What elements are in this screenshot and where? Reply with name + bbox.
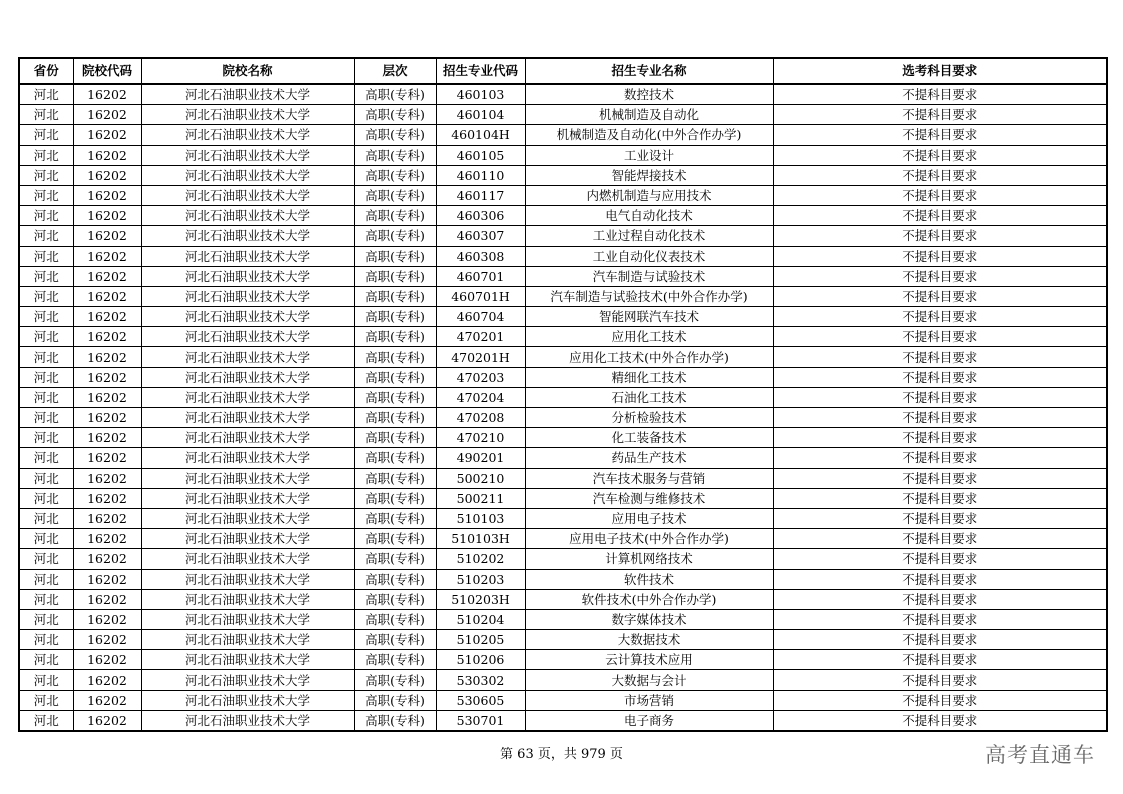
cell-province: 河北: [19, 387, 73, 407]
cell-major-code: 500211: [436, 488, 525, 508]
cell-subject-requirement: 不提科目要求: [773, 266, 1107, 286]
table-row: [19, 246, 1107, 266]
cell-major-name: 工业自动化仪表技术: [525, 246, 773, 266]
cell-subject-requirement: 不提科目要求: [773, 549, 1107, 569]
cell-major-code: 510203H: [436, 589, 525, 609]
cell-school-code: 16202: [73, 387, 141, 407]
cell-province: 河北: [19, 226, 73, 246]
cell-school-name: 河北石油职业技术大学: [141, 266, 354, 286]
cell-school-name: 河北石油职业技术大学: [141, 488, 354, 508]
cell-major-code: 510204: [436, 609, 525, 629]
cell-subject-requirement: 不提科目要求: [773, 387, 1107, 407]
cell-major-name: 化工装备技术: [525, 428, 773, 448]
cell-school-code: 16202: [73, 508, 141, 528]
cell-subject-requirement: 不提科目要求: [773, 468, 1107, 488]
table-row: [19, 670, 1107, 690]
cell-school-name: 河北石油职业技术大学: [141, 630, 354, 650]
cell-major-code: 460306: [436, 206, 525, 226]
cell-major-name: 云计算技术应用: [525, 650, 773, 670]
cell-major-code: 460117: [436, 185, 525, 205]
cell-major-code: 460701: [436, 266, 525, 286]
cell-major-code: 470208: [436, 408, 525, 428]
cell-school-name: 河北石油职业技术大学: [141, 650, 354, 670]
cell-province: 河北: [19, 609, 73, 629]
header-school-name: 院校名称: [141, 58, 354, 84]
cell-school-code: 16202: [73, 165, 141, 185]
cell-level: 高职(专科): [354, 105, 436, 125]
cell-subject-requirement: 不提科目要求: [773, 569, 1107, 589]
cell-province: 河北: [19, 428, 73, 448]
cell-subject-requirement: 不提科目要求: [773, 145, 1107, 165]
cell-province: 河北: [19, 246, 73, 266]
table-row: [19, 488, 1107, 508]
cell-major-code: 490201: [436, 448, 525, 468]
cell-major-name: 电气自动化技术: [525, 206, 773, 226]
cell-subject-requirement: 不提科目要求: [773, 508, 1107, 528]
cell-province: 河北: [19, 710, 73, 731]
cell-subject-requirement: 不提科目要求: [773, 408, 1107, 428]
table-row: [19, 165, 1107, 185]
cell-province: 河北: [19, 84, 73, 105]
cell-major-code: 530701: [436, 710, 525, 731]
cell-subject-requirement: 不提科目要求: [773, 690, 1107, 710]
table-row: [19, 549, 1107, 569]
cell-province: 河北: [19, 630, 73, 650]
cell-school-name: 河北石油职业技术大学: [141, 589, 354, 609]
cell-school-code: 16202: [73, 468, 141, 488]
cell-level: 高职(专科): [354, 165, 436, 185]
cell-level: 高职(专科): [354, 125, 436, 145]
table-row: [19, 468, 1107, 488]
cell-major-name: 应用电子技术: [525, 508, 773, 528]
cell-level: 高职(专科): [354, 690, 436, 710]
cell-school-name: 河北石油职业技术大学: [141, 468, 354, 488]
table-row: [19, 185, 1107, 205]
cell-school-code: 16202: [73, 529, 141, 549]
cell-major-name: 数控技术: [525, 84, 773, 105]
cell-level: 高职(专科): [354, 367, 436, 387]
cell-school-name: 河北石油职业技术大学: [141, 327, 354, 347]
cell-major-name: 机械制造及自动化(中外合作办学): [525, 125, 773, 145]
header-major-name: 招生专业名称: [525, 58, 773, 84]
cell-level: 高职(专科): [354, 710, 436, 731]
cell-major-name: 汽车检测与维修技术: [525, 488, 773, 508]
cell-major-name: 计算机网络技术: [525, 549, 773, 569]
cell-school-name: 河北石油职业技术大学: [141, 185, 354, 205]
cell-major-code: 460307: [436, 226, 525, 246]
cell-subject-requirement: 不提科目要求: [773, 609, 1107, 629]
cell-province: 河北: [19, 367, 73, 387]
cell-level: 高职(专科): [354, 609, 436, 629]
table-row: [19, 84, 1107, 105]
cell-province: 河北: [19, 307, 73, 327]
table-body: [19, 84, 1107, 731]
cell-major-name: 石油化工技术: [525, 387, 773, 407]
table-row: [19, 690, 1107, 710]
cell-school-name: 河北石油职业技术大学: [141, 84, 354, 105]
cell-level: 高职(专科): [354, 226, 436, 246]
cell-school-name: 河北石油职业技术大学: [141, 710, 354, 731]
cell-school-name: 河北石油职业技术大学: [141, 125, 354, 145]
cell-school-code: 16202: [73, 589, 141, 609]
cell-school-name: 河北石油职业技术大学: [141, 448, 354, 468]
cell-province: 河北: [19, 569, 73, 589]
header-school-code: 院校代码: [73, 58, 141, 84]
cell-major-name: 数字媒体技术: [525, 609, 773, 629]
cell-province: 河北: [19, 488, 73, 508]
table-row: [19, 387, 1107, 407]
cell-level: 高职(专科): [354, 387, 436, 407]
table-row: [19, 529, 1107, 549]
cell-major-code: 500210: [436, 468, 525, 488]
cell-subject-requirement: 不提科目要求: [773, 327, 1107, 347]
table-row: [19, 206, 1107, 226]
cell-subject-requirement: 不提科目要求: [773, 125, 1107, 145]
cell-school-code: 16202: [73, 226, 141, 246]
cell-level: 高职(专科): [354, 650, 436, 670]
cell-major-name: 精细化工技术: [525, 367, 773, 387]
cell-subject-requirement: 不提科目要求: [773, 630, 1107, 650]
cell-school-name: 河北石油职业技术大学: [141, 387, 354, 407]
cell-province: 河北: [19, 508, 73, 528]
cell-province: 河北: [19, 266, 73, 286]
cell-major-code: 470204: [436, 387, 525, 407]
table-row: [19, 609, 1107, 629]
cell-province: 河北: [19, 549, 73, 569]
cell-school-name: 河北石油职业技术大学: [141, 145, 354, 165]
cell-school-code: 16202: [73, 630, 141, 650]
cell-level: 高职(专科): [354, 508, 436, 528]
cell-major-name: 工业过程自动化技术: [525, 226, 773, 246]
cell-province: 河北: [19, 125, 73, 145]
table-header-row: [19, 58, 1107, 84]
cell-subject-requirement: 不提科目要求: [773, 710, 1107, 731]
cell-school-code: 16202: [73, 286, 141, 306]
cell-subject-requirement: 不提科目要求: [773, 226, 1107, 246]
cell-subject-requirement: 不提科目要求: [773, 650, 1107, 670]
cell-school-name: 河北石油职业技术大学: [141, 670, 354, 690]
header-province: 省份: [19, 58, 73, 84]
table-row: [19, 266, 1107, 286]
cell-major-name: 汽车制造与试验技术: [525, 266, 773, 286]
cell-school-name: 河北石油职业技术大学: [141, 408, 354, 428]
cell-subject-requirement: 不提科目要求: [773, 367, 1107, 387]
cell-school-code: 16202: [73, 549, 141, 569]
cell-subject-requirement: 不提科目要求: [773, 347, 1107, 367]
cell-major-name: 内燃机制造与应用技术: [525, 185, 773, 205]
cell-province: 河北: [19, 529, 73, 549]
cell-school-code: 16202: [73, 408, 141, 428]
cell-major-name: 汽车技术服务与营销: [525, 468, 773, 488]
cell-province: 河北: [19, 206, 73, 226]
cell-school-name: 河北石油职业技术大学: [141, 367, 354, 387]
cell-school-code: 16202: [73, 105, 141, 125]
cell-subject-requirement: 不提科目要求: [773, 185, 1107, 205]
cell-subject-requirement: 不提科目要求: [773, 286, 1107, 306]
cell-school-code: 16202: [73, 448, 141, 468]
cell-school-name: 河北石油职业技术大学: [141, 226, 354, 246]
cell-school-name: 河北石油职业技术大学: [141, 690, 354, 710]
cell-school-code: 16202: [73, 670, 141, 690]
cell-major-name: 智能焊接技术: [525, 165, 773, 185]
cell-major-code: 460105: [436, 145, 525, 165]
cell-major-name: 分析检验技术: [525, 408, 773, 428]
cell-school-name: 河北石油职业技术大学: [141, 165, 354, 185]
cell-major-code: 510103: [436, 508, 525, 528]
cell-major-code: 530302: [436, 670, 525, 690]
cell-level: 高职(专科): [354, 327, 436, 347]
cell-level: 高职(专科): [354, 145, 436, 165]
cell-school-name: 河北石油职业技术大学: [141, 569, 354, 589]
cell-subject-requirement: 不提科目要求: [773, 246, 1107, 266]
table-row: [19, 630, 1107, 650]
cell-province: 河北: [19, 408, 73, 428]
cell-subject-requirement: 不提科目要求: [773, 448, 1107, 468]
cell-major-code: 460103: [436, 84, 525, 105]
cell-school-name: 河北石油职业技术大学: [141, 549, 354, 569]
table-row: [19, 428, 1107, 448]
cell-subject-requirement: 不提科目要求: [773, 428, 1107, 448]
table-row: [19, 307, 1107, 327]
cell-major-code: 510206: [436, 650, 525, 670]
cell-level: 高职(专科): [354, 307, 436, 327]
cell-school-code: 16202: [73, 428, 141, 448]
cell-province: 河北: [19, 327, 73, 347]
cell-major-name: 工业设计: [525, 145, 773, 165]
cell-school-code: 16202: [73, 367, 141, 387]
cell-school-code: 16202: [73, 488, 141, 508]
cell-level: 高职(专科): [354, 206, 436, 226]
cell-major-name: 机械制造及自动化: [525, 105, 773, 125]
header-major-code: 招生专业代码: [436, 58, 525, 84]
cell-province: 河北: [19, 468, 73, 488]
cell-major-code: 470201: [436, 327, 525, 347]
cell-level: 高职(专科): [354, 569, 436, 589]
table-row: [19, 125, 1107, 145]
cell-level: 高职(专科): [354, 549, 436, 569]
cell-major-code: 510205: [436, 630, 525, 650]
admission-table: [18, 57, 1108, 732]
cell-major-name: 软件技术(中外合作办学): [525, 589, 773, 609]
cell-level: 高职(专科): [354, 84, 436, 105]
cell-major-code: 460701H: [436, 286, 525, 306]
cell-major-name: 智能网联汽车技术: [525, 307, 773, 327]
cell-major-code: 470210: [436, 428, 525, 448]
table-row: [19, 286, 1107, 306]
cell-major-code: 470203: [436, 367, 525, 387]
table-row: [19, 448, 1107, 468]
cell-school-name: 河北石油职业技术大学: [141, 206, 354, 226]
cell-province: 河北: [19, 347, 73, 367]
cell-subject-requirement: 不提科目要求: [773, 206, 1107, 226]
cell-subject-requirement: 不提科目要求: [773, 589, 1107, 609]
cell-school-name: 河北石油职业技术大学: [141, 428, 354, 448]
cell-school-name: 河北石油职业技术大学: [141, 286, 354, 306]
cell-province: 河北: [19, 286, 73, 306]
cell-subject-requirement: 不提科目要求: [773, 165, 1107, 185]
cell-level: 高职(专科): [354, 266, 436, 286]
cell-school-name: 河北石油职业技术大学: [141, 347, 354, 367]
cell-major-code: 460104: [436, 105, 525, 125]
cell-province: 河北: [19, 690, 73, 710]
table-row: [19, 569, 1107, 589]
table-row: [19, 105, 1107, 125]
header-subject-requirement: 选考科目要求: [773, 58, 1107, 84]
table-row: [19, 650, 1107, 670]
cell-subject-requirement: 不提科目要求: [773, 488, 1107, 508]
table-row: [19, 226, 1107, 246]
cell-school-code: 16202: [73, 307, 141, 327]
cell-subject-requirement: 不提科目要求: [773, 105, 1107, 125]
table-row: [19, 145, 1107, 165]
cell-level: 高职(专科): [354, 185, 436, 205]
table-row: [19, 347, 1107, 367]
cell-subject-requirement: 不提科目要求: [773, 529, 1107, 549]
cell-province: 河北: [19, 185, 73, 205]
table-row: [19, 710, 1107, 731]
table-row: [19, 508, 1107, 528]
cell-major-name: 汽车制造与试验技术(中外合作办学): [525, 286, 773, 306]
cell-subject-requirement: 不提科目要求: [773, 670, 1107, 690]
cell-subject-requirement: 不提科目要求: [773, 307, 1107, 327]
page-number: 第 63 页，共 979 页: [500, 747, 623, 762]
cell-major-name: 应用化工技术(中外合作办学): [525, 347, 773, 367]
cell-major-name: 软件技术: [525, 569, 773, 589]
cell-school-name: 河北石油职业技术大学: [141, 246, 354, 266]
cell-major-code: 460110: [436, 165, 525, 185]
cell-province: 河北: [19, 105, 73, 125]
cell-school-code: 16202: [73, 266, 141, 286]
cell-major-code: 460308: [436, 246, 525, 266]
cell-level: 高职(专科): [354, 488, 436, 508]
cell-school-code: 16202: [73, 206, 141, 226]
cell-school-code: 16202: [73, 650, 141, 670]
cell-school-code: 16202: [73, 690, 141, 710]
cell-level: 高职(专科): [354, 630, 436, 650]
cell-school-name: 河北石油职业技术大学: [141, 508, 354, 528]
cell-school-code: 16202: [73, 125, 141, 145]
cell-province: 河北: [19, 145, 73, 165]
brand-watermark: 高考直通车: [985, 743, 1095, 767]
cell-level: 高职(专科): [354, 468, 436, 488]
cell-major-code: 470201H: [436, 347, 525, 367]
table-row: [19, 589, 1107, 609]
cell-level: 高职(专科): [354, 428, 436, 448]
cell-major-name: 大数据技术: [525, 630, 773, 650]
cell-school-code: 16202: [73, 84, 141, 105]
cell-level: 高职(专科): [354, 529, 436, 549]
cell-major-code: 510203: [436, 569, 525, 589]
cell-school-code: 16202: [73, 327, 141, 347]
cell-major-code: 460104H: [436, 125, 525, 145]
cell-level: 高职(专科): [354, 448, 436, 468]
cell-level: 高职(专科): [354, 408, 436, 428]
cell-province: 河北: [19, 670, 73, 690]
cell-school-code: 16202: [73, 569, 141, 589]
cell-school-name: 河北石油职业技术大学: [141, 105, 354, 125]
cell-school-code: 16202: [73, 347, 141, 367]
cell-school-code: 16202: [73, 246, 141, 266]
cell-major-code: 460704: [436, 307, 525, 327]
cell-level: 高职(专科): [354, 286, 436, 306]
cell-school-code: 16202: [73, 145, 141, 165]
cell-major-code: 510202: [436, 549, 525, 569]
header-level: 层次: [354, 58, 436, 84]
cell-level: 高职(专科): [354, 589, 436, 609]
cell-school-name: 河北石油职业技术大学: [141, 609, 354, 629]
cell-major-name: 药品生产技术: [525, 448, 773, 468]
cell-major-name: 大数据与会计: [525, 670, 773, 690]
cell-province: 河北: [19, 650, 73, 670]
cell-school-code: 16202: [73, 710, 141, 731]
cell-school-name: 河北石油职业技术大学: [141, 307, 354, 327]
cell-major-name: 电子商务: [525, 710, 773, 731]
cell-level: 高职(专科): [354, 347, 436, 367]
cell-major-code: 530605: [436, 690, 525, 710]
cell-major-code: 510103H: [436, 529, 525, 549]
table-row: [19, 408, 1107, 428]
cell-province: 河北: [19, 165, 73, 185]
table-row: [19, 327, 1107, 347]
cell-major-name: 应用化工技术: [525, 327, 773, 347]
cell-level: 高职(专科): [354, 246, 436, 266]
cell-school-name: 河北石油职业技术大学: [141, 529, 354, 549]
cell-major-name: 应用电子技术(中外合作办学): [525, 529, 773, 549]
table-row: [19, 367, 1107, 387]
cell-major-name: 市场营销: [525, 690, 773, 710]
cell-school-code: 16202: [73, 185, 141, 205]
cell-subject-requirement: 不提科目要求: [773, 84, 1107, 105]
cell-province: 河北: [19, 448, 73, 468]
cell-province: 河北: [19, 589, 73, 609]
cell-level: 高职(专科): [354, 670, 436, 690]
cell-school-code: 16202: [73, 609, 141, 629]
